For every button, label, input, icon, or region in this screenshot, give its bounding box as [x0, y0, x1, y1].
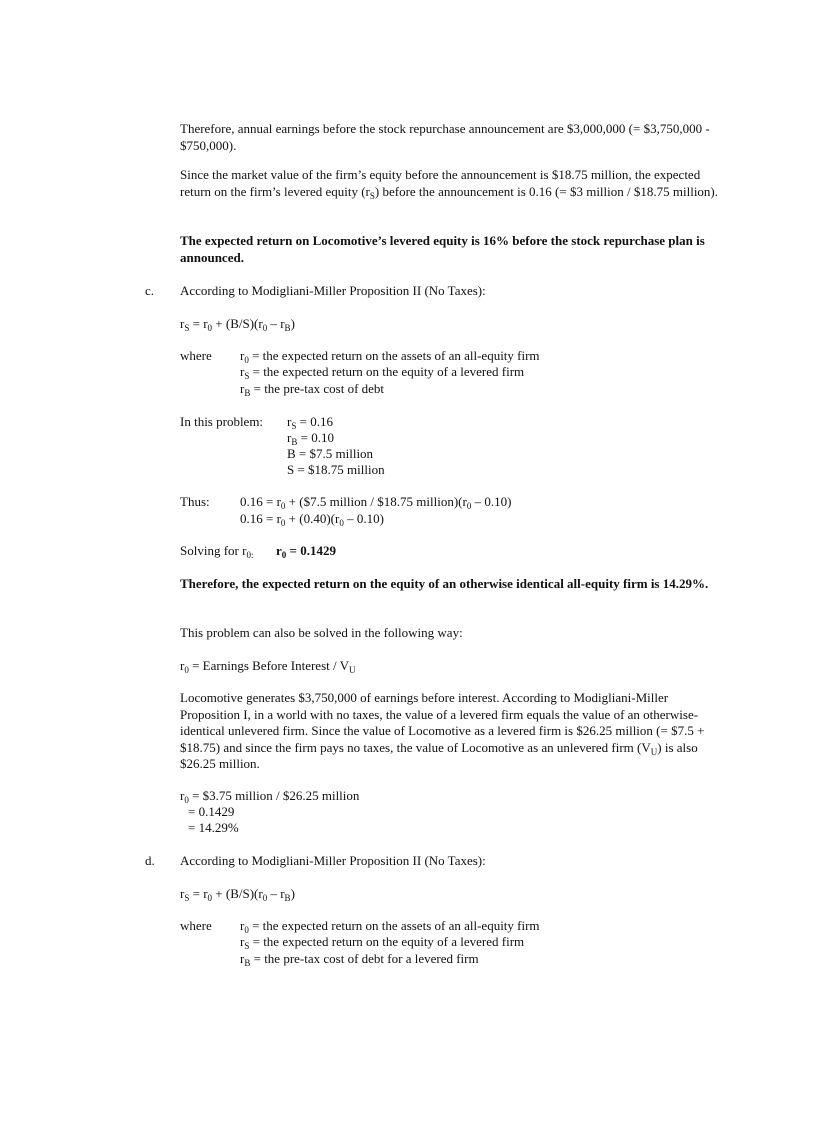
calc-line-2: = 0.1429 — [188, 804, 235, 819]
solving-result: $r_0 = 0.1429$ — [276, 543, 336, 560]
calc-line-3: = 14.29% — [188, 820, 239, 835]
def-r0: $r_0$ = the expected return on the assets of an all-equity firm — [240, 348, 540, 365]
def-rs-d: $r_S$ = the expected return on the equity of a levered firm — [240, 934, 525, 951]
section-d-label: d. — [145, 853, 155, 868]
section-c-label: c. — [145, 283, 155, 298]
value-rb: $r_B = 0.10$ — [287, 430, 334, 447]
alternative-method-intro: This problem can also be solved in the following way: — [180, 625, 463, 640]
all-equity-conclusion: Therefore, the expected return on the equity of an otherwise identical all-equity firm is 14.29%. — [180, 576, 709, 591]
value-s: S = $18.75 million — [287, 462, 385, 477]
calc-line-1: $r_0$ = $3.75 million / $26.25 million — [180, 788, 360, 805]
section-c-intro: According to Modigliani-Miller Proposition II (No Taxes): — [180, 283, 486, 298]
in-problem-label: In this problem: — [180, 414, 264, 429]
section-d-intro: According to Modigliani-Miller Proposition II (No Taxes): — [180, 853, 486, 868]
mm-prop2-formula-d: $r_S = r_0 + (B/S)(r_0 - r_B)$ — [180, 886, 295, 903]
where-label-d: where — [180, 918, 212, 933]
def-r0-d: $r_0$ = the expected return on the assets of an all-equity firm — [240, 918, 540, 935]
mm-prop1-paragraph: Locomotive generates $3,750,000 of earnings before interest. According to Modigliani-Miller Proposition I, in a world with no taxes, the value of a levered firm equals the value of an otherwise-identical unlevered firm. Since the value of Locomotive as a levered firm is $26.25 million (= $7.5 + $18.75) and since the firm pays no taxes, the value of Locomotive as an unlevered firm $(V_U)$ is also $26.25 million. — [180, 690, 705, 771]
value-rs: $r_S = 0.16$ — [287, 414, 333, 431]
value-b: B = $7.5 million — [287, 446, 374, 461]
def-rb-d: $r_B$ = the pre-tax cost of debt for a levered firm — [240, 951, 479, 968]
mm-prop2-formula: $r_S = r_0 + (B/S)(r_0 - r_B)$ — [180, 316, 295, 333]
earnings-paragraph: Therefore, annual earnings before the stock repurchase announcement are $3,000,000 (= $3,750,000 - $750,000). — [180, 121, 710, 153]
levered-equity-paragraph: Since the market value of the firm’s equity before the announcement is $18.75 million, the expected return on the firm’s levered equity $(r_S)$ before the announcement is 0.16 (= $3 million / $18.75 million). — [180, 167, 719, 201]
where-label: where — [180, 348, 212, 363]
thus-label: Thus: — [180, 494, 210, 509]
solving-label: Solving for $r_{0:}$ — [180, 543, 254, 560]
thus-equation-1: $0.16 = r_0$ + ($7.5 million / $18.75 $million)(r_0 - 0.10)$ — [240, 494, 512, 511]
def-rb: $r_B$ = the pre-tax cost of debt — [240, 381, 385, 398]
levered-equity-conclusion: The expected return on Locomotive’s levered equity is 16% before the stock repurchase plan is announced. — [180, 233, 705, 265]
def-rs: $r_S$ = the expected return on the equity of a levered firm — [240, 364, 525, 381]
alternative-formula: $r_0$ = Earnings Before Interest / $V_U$ — [180, 658, 356, 675]
thus-equation-2: $0.16 = r_0 + (0.40)(r_0 - 0.10)$ — [240, 511, 384, 528]
